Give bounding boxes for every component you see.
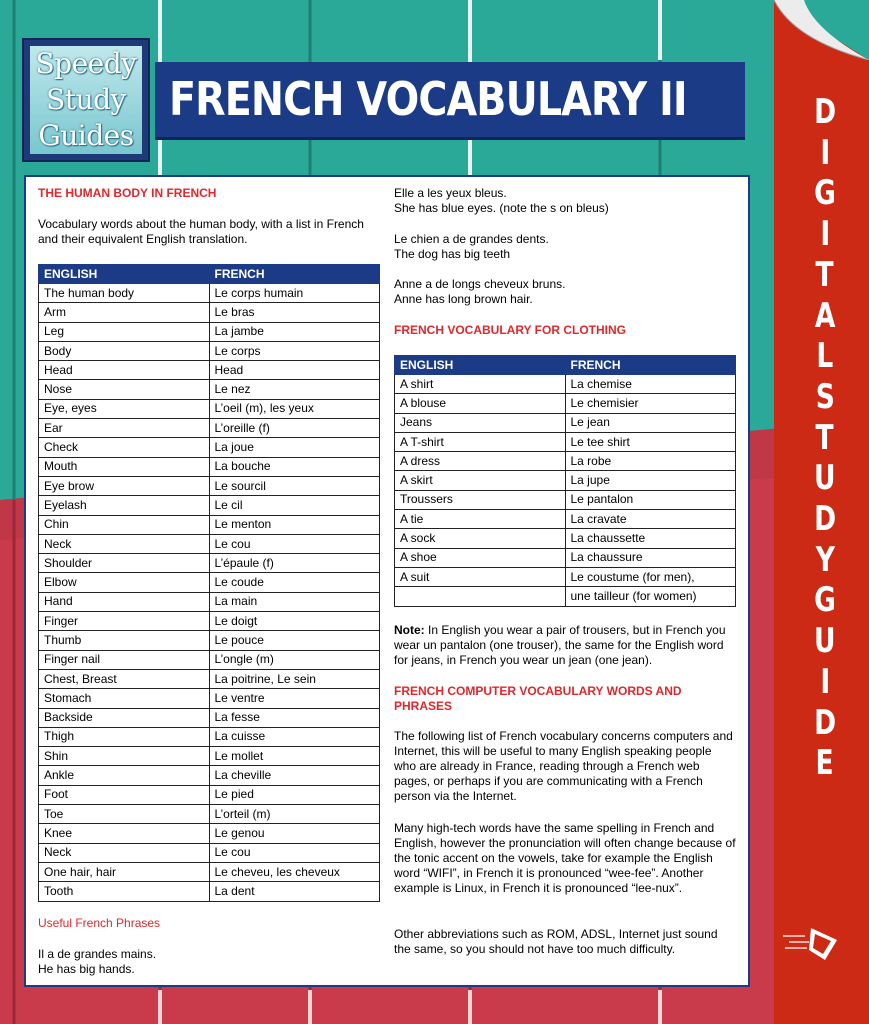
table-row [395, 471, 736, 490]
table-row [39, 824, 380, 843]
table-row [39, 457, 380, 476]
spine-letter: G [814, 580, 836, 621]
french-cell: La dent [209, 882, 380, 901]
table-row [39, 573, 380, 592]
content-panel [24, 175, 750, 987]
table-row [395, 452, 736, 471]
french-cell: Le coude [209, 573, 380, 592]
table-row [395, 548, 736, 567]
note-label: Note: [394, 623, 425, 637]
spine-letter: D [813, 702, 837, 743]
french-cell: Le pantalon [565, 490, 736, 509]
table-row [39, 361, 380, 380]
section-heading-computer: FRENCH COMPUTER VOCABULARY WORDS AND PHRASES [394, 684, 682, 713]
table-row [39, 727, 380, 746]
computer-paragraph-3: Other abbreviations such as ROM, ADSL, Internet just sound the same, so you should not have too much difficulty. [394, 927, 718, 956]
table-row [39, 862, 380, 881]
english-cell: Toe [39, 805, 210, 824]
table-row [39, 496, 380, 515]
spine-letter: I [820, 132, 830, 173]
english-cell: Elbow [39, 573, 210, 592]
spine-letter: L [816, 336, 834, 377]
english-cell: Ear [39, 419, 210, 438]
english-cell: Ankle [39, 766, 210, 785]
section-heading-human-body: THE HUMAN BODY IN FRENCH [38, 186, 217, 200]
english-cell [395, 587, 566, 606]
french-cell: Le nez [209, 380, 380, 399]
spine-letter: T [815, 254, 835, 295]
logo-line-2: Study [46, 83, 126, 116]
english-cell: A shoe [395, 548, 566, 567]
french-cell: La jupe [565, 471, 736, 490]
phrase-english: Anne has long brown hair. [394, 292, 533, 306]
french-cell: La chaussure [565, 548, 736, 567]
english-cell: Chest, Breast [39, 669, 210, 688]
french-cell: La fesse [209, 708, 380, 727]
english-cell: Mouth [39, 457, 210, 476]
english-cell: Neck [39, 534, 210, 553]
table-row [39, 322, 380, 341]
table-row [39, 843, 380, 862]
english-cell: Stomach [39, 689, 210, 708]
human-body-intro: Vocabulary words about the human body, with a list in French and their equivalent English translation. [38, 217, 364, 246]
english-cell: Head [39, 361, 210, 380]
english-cell: One hair, hair [39, 862, 210, 881]
english-cell: Shoulder [39, 554, 210, 573]
french-cell: La cravate [565, 510, 736, 529]
table-header-row [395, 356, 736, 375]
english-cell: Hand [39, 592, 210, 611]
spine-letter: I [820, 661, 830, 702]
french-cell: une tailleur (for women) [565, 587, 736, 606]
english-cell: Nose [39, 380, 210, 399]
french-cell: Le genou [209, 824, 380, 843]
french-cell: L’oreille (f) [209, 419, 380, 438]
french-cell: Le sourcil [209, 476, 380, 495]
english-cell: Thigh [39, 727, 210, 746]
french-cell: La poitrine, Le sein [209, 669, 380, 688]
table-row [39, 689, 380, 708]
english-cell: A dress [395, 452, 566, 471]
french-cell: Le coustume (for men), [565, 567, 736, 586]
spine-letter: U [814, 621, 836, 662]
logo-line-1: Speedy [35, 47, 137, 80]
table-row [39, 380, 380, 399]
french-cell: Le cou [209, 534, 380, 553]
english-cell: Knee [39, 824, 210, 843]
phrase-french: Anne a de longs cheveux bruns. [394, 277, 566, 291]
page-curl-icon [774, 0, 869, 60]
french-cell: La cheville [209, 766, 380, 785]
french-cell: La main [209, 592, 380, 611]
english-cell: A suit [395, 567, 566, 586]
french-cell: La chaussette [565, 529, 736, 548]
english-cell: Neck [39, 843, 210, 862]
french-cell: Le jean [565, 413, 736, 432]
french-cell: La robe [565, 452, 736, 471]
french-cell: La chemise [565, 375, 736, 394]
english-cell: Finger [39, 612, 210, 631]
spine-letter: A [814, 295, 836, 336]
table-row [39, 303, 380, 322]
english-cell: Eye brow [39, 476, 210, 495]
table-row [39, 438, 380, 457]
french-cell: Le ventre [209, 689, 380, 708]
french-cell: Le pied [209, 785, 380, 804]
table-row [395, 567, 736, 586]
spine-letter: S [815, 376, 835, 417]
french-cell: La jambe [209, 322, 380, 341]
table-row [395, 490, 736, 509]
table-row [395, 529, 736, 548]
table-row [395, 375, 736, 394]
useful-phrases-heading: Useful French Phrases [38, 916, 161, 930]
table-row [39, 419, 380, 438]
table-row [395, 413, 736, 432]
english-cell: A blouse [395, 394, 566, 413]
french-cell: Head [209, 361, 380, 380]
english-cell: A sock [395, 529, 566, 548]
table-row [39, 669, 380, 688]
table-row [39, 476, 380, 495]
column-header-english: ENGLISH [395, 356, 566, 375]
english-cell: A shirt [395, 375, 566, 394]
table-row [39, 592, 380, 611]
column-header-french: FRENCH [565, 356, 736, 375]
table-row [39, 554, 380, 573]
computer-paragraph-1: The following list of French vocabulary concerns computers and Internet, this will be useful to many English speaking people who are already in France, reading through a French web pages, or perhaps if you are communicating with a French person via the Internet. [394, 729, 733, 803]
french-cell: La joue [209, 438, 380, 457]
clothing-note [394, 623, 736, 668]
phrase-english: She has blue eyes. (note the s on bleus) [394, 201, 609, 215]
table-row [395, 587, 736, 606]
spine-letter: U [814, 458, 836, 499]
spine-title [795, 92, 855, 784]
english-cell: The human body [39, 284, 210, 303]
english-cell: A T-shirt [395, 432, 566, 451]
french-cell: L’épaule (f) [209, 554, 380, 573]
english-cell: Eyelash [39, 496, 210, 515]
french-cell: Le cou [209, 843, 380, 862]
english-cell: Troussers [395, 490, 566, 509]
clothing-table [394, 355, 736, 607]
table-row [395, 432, 736, 451]
table-row [39, 766, 380, 785]
french-cell: Le cil [209, 496, 380, 515]
english-cell: Shin [39, 747, 210, 766]
table-row [39, 631, 380, 650]
phrase-english: He has big hands. [38, 962, 135, 976]
table-row [39, 399, 380, 418]
spine-letter: D [813, 92, 837, 132]
english-cell: Leg [39, 322, 210, 341]
french-cell: L’oeil (m), les yeux [209, 399, 380, 418]
phrase-french: Elle a les yeux bleus. [394, 186, 507, 200]
english-cell: A skirt [395, 471, 566, 490]
french-cell: Le menton [209, 515, 380, 534]
speedy-study-guides-logo [22, 38, 150, 162]
table-row [39, 650, 380, 669]
french-cell: Le corps humain [209, 284, 380, 303]
logo-badge [30, 46, 142, 154]
phrase-french: Il a de grandes mains. [38, 947, 157, 961]
spine-letter: G [814, 173, 836, 214]
french-cell: L’orteil (m) [209, 805, 380, 824]
spine-letter: Y [815, 539, 835, 580]
column-header-french: FRENCH [209, 265, 380, 284]
english-cell: Eye, eyes [39, 399, 210, 418]
french-cell: Le cheveu, les cheveux [209, 862, 380, 881]
phrase-english: The dog has big teeth [394, 247, 511, 261]
computer-paragraph-2: Many high-tech words have the same spelling in French and English, however the pronunciation will often change because of the tonic accent on the vowels, take for example the English word “WIFI”, in French it is pronounced “wee-fee”. Another example is Linux, in French it is pronounced “lee-nux”. [394, 821, 736, 895]
english-cell: Arm [39, 303, 210, 322]
french-cell: Le mollet [209, 747, 380, 766]
french-cell: La cuisse [209, 727, 380, 746]
french-cell: Le bras [209, 303, 380, 322]
spine-letter: E [815, 743, 835, 784]
human-body-table [38, 264, 380, 902]
table-row [39, 515, 380, 534]
title-banner [155, 62, 745, 140]
english-cell: Backside [39, 708, 210, 727]
english-cell: Jeans [395, 413, 566, 432]
english-cell: Chin [39, 515, 210, 534]
english-cell: Thumb [39, 631, 210, 650]
table-header-row [39, 265, 380, 284]
english-cell: Foot [39, 785, 210, 804]
table-row [39, 882, 380, 901]
english-cell: Check [39, 438, 210, 457]
spine-letter: T [815, 417, 835, 458]
table-row [39, 341, 380, 360]
english-cell: Body [39, 341, 210, 360]
french-cell: Le pouce [209, 631, 380, 650]
french-cell: L’ongle (m) [209, 650, 380, 669]
french-cell: Le doigt [209, 612, 380, 631]
table-row [39, 534, 380, 553]
english-cell: Tooth [39, 882, 210, 901]
table-row [39, 612, 380, 631]
french-cell: La bouche [209, 457, 380, 476]
note-text: In English you wear a pair of trousers, but in French you wear un pantalon (one trouser), the same for the English word for jeans, in French you wear un jean (one jean). [394, 623, 726, 667]
table-row [39, 805, 380, 824]
english-cell: Finger nail [39, 650, 210, 669]
section-heading-clothing: FRENCH VOCABULARY FOR CLOTHING [394, 323, 626, 337]
column-header-english: ENGLISH [39, 265, 210, 284]
table-row [39, 785, 380, 804]
table-row [39, 747, 380, 766]
phrase-french: Le chien a de grandes dents. [394, 232, 549, 246]
book-logo-icon [781, 920, 851, 964]
english-cell: A tie [395, 510, 566, 529]
logo-line-3: Guides [38, 119, 134, 152]
table-row [39, 284, 380, 303]
page-title: FRENCH VOCABULARY II [169, 72, 687, 126]
french-cell: Le corps [209, 341, 380, 360]
table-row [395, 394, 736, 413]
spine-letter: I [820, 214, 830, 255]
table-row [395, 510, 736, 529]
table-row [39, 708, 380, 727]
french-cell: Le tee shirt [565, 432, 736, 451]
french-cell: Le chemisier [565, 394, 736, 413]
spine-letter: D [813, 499, 837, 540]
